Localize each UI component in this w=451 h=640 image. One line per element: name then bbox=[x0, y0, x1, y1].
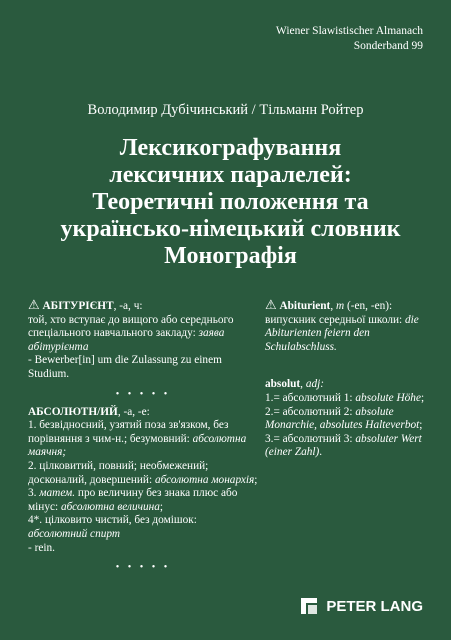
spacer bbox=[265, 354, 435, 378]
example: абсолютна монархія bbox=[154, 473, 255, 486]
sense-1: 1.= абсолютний 1: bbox=[265, 391, 356, 404]
sense-3: про величину без знака плюс або мінус: bbox=[28, 487, 238, 513]
grammar-info: , adj: bbox=[300, 378, 325, 391]
punctuation: ; bbox=[159, 500, 164, 513]
authors: Володимир Дубічинський / Тільманн Ройтер bbox=[87, 102, 364, 118]
sense-1: 1. безвідносний, узятий поза зв'язком, без порівняння з чим-н.; безумовний: bbox=[28, 419, 229, 445]
example: абсолютна маячня; bbox=[28, 432, 247, 459]
punctuation: ; bbox=[419, 419, 423, 432]
punctuation: ; bbox=[254, 473, 258, 486]
example: абсолютний спирт bbox=[28, 527, 121, 540]
grammar-info: (-en, -en): bbox=[344, 300, 393, 312]
example: absolute Monarchie, absolutes Halteverbot bbox=[265, 405, 420, 432]
example: заява абітурієнта bbox=[28, 327, 225, 353]
sense-3-number: 3. bbox=[28, 487, 40, 500]
translation: - rein. bbox=[28, 541, 55, 554]
series-name: Wiener Slawistischer Almanach bbox=[275, 25, 423, 37]
title-line-2: лексичних паралелей: bbox=[109, 162, 352, 188]
sense-3: 3.= абсолютний 3: bbox=[265, 432, 356, 445]
title-line-4: українсько-німецький словник bbox=[60, 216, 401, 242]
headword: absolut bbox=[265, 378, 301, 391]
sense-2: 2. цілковитий, повний; необмежений; досконалий, довершений: bbox=[28, 459, 209, 486]
title-line-5: Монографія bbox=[164, 243, 297, 269]
grammar-info: , -а, -е: bbox=[117, 405, 150, 418]
example: absoluter Wert (einer Zahl) bbox=[265, 432, 422, 459]
example: die Abiturienten feiern den Schulabschluss. bbox=[265, 313, 419, 353]
publisher-logo bbox=[298, 595, 423, 617]
series-info bbox=[276, 24, 423, 54]
definition: випускник середньої школи: bbox=[265, 313, 405, 326]
entry-abiturient-de bbox=[265, 298, 435, 354]
book-title bbox=[40, 135, 421, 270]
entry-absolutnyi-uk bbox=[28, 406, 258, 556]
grammar-info: , -а, ч: bbox=[113, 300, 143, 312]
title-line-3: Теоретичні положення та bbox=[92, 189, 369, 215]
punctuation: . bbox=[319, 446, 323, 459]
sense-4: 4*. цілковито чистий, без домішок: bbox=[28, 514, 197, 527]
gender: m bbox=[335, 300, 345, 312]
sense-2: 2.= абсолютний 2: bbox=[265, 405, 356, 418]
entry-abiturient-uk bbox=[28, 298, 258, 382]
grammar-separator: , bbox=[330, 300, 336, 312]
warning-icon: ⚠ bbox=[28, 297, 40, 312]
title-line-1: Лексикографування bbox=[119, 135, 342, 161]
headword: АБІТУРІЄНТ bbox=[42, 300, 114, 312]
peter-lang-icon bbox=[298, 595, 320, 617]
warning-icon: ⚠ bbox=[265, 297, 277, 312]
german-column bbox=[265, 298, 435, 460]
example: абсолютна величина bbox=[60, 500, 160, 513]
separator-dots: • • • • • bbox=[115, 562, 171, 574]
ukrainian-column bbox=[28, 298, 258, 579]
domain-label: матем. bbox=[39, 487, 76, 500]
entry-absolut-de bbox=[265, 378, 435, 460]
series-volume: Sonderband 99 bbox=[353, 40, 423, 52]
headword: АБСОЛЮТН/ИЙ bbox=[28, 405, 118, 418]
example: absolute Höhe bbox=[355, 391, 421, 404]
separator-dots: • • • • • bbox=[115, 388, 171, 400]
headword: Abiturient bbox=[279, 300, 331, 312]
translation: - Bewerber[in] um die Zulassung zu einem Studium. bbox=[28, 354, 222, 380]
publisher-name: PETER LANG bbox=[326, 597, 423, 615]
definition: той, хто вступає до вищого або середнього спеціального навчального закладу: bbox=[28, 313, 234, 340]
punctuation: ; bbox=[420, 391, 425, 404]
